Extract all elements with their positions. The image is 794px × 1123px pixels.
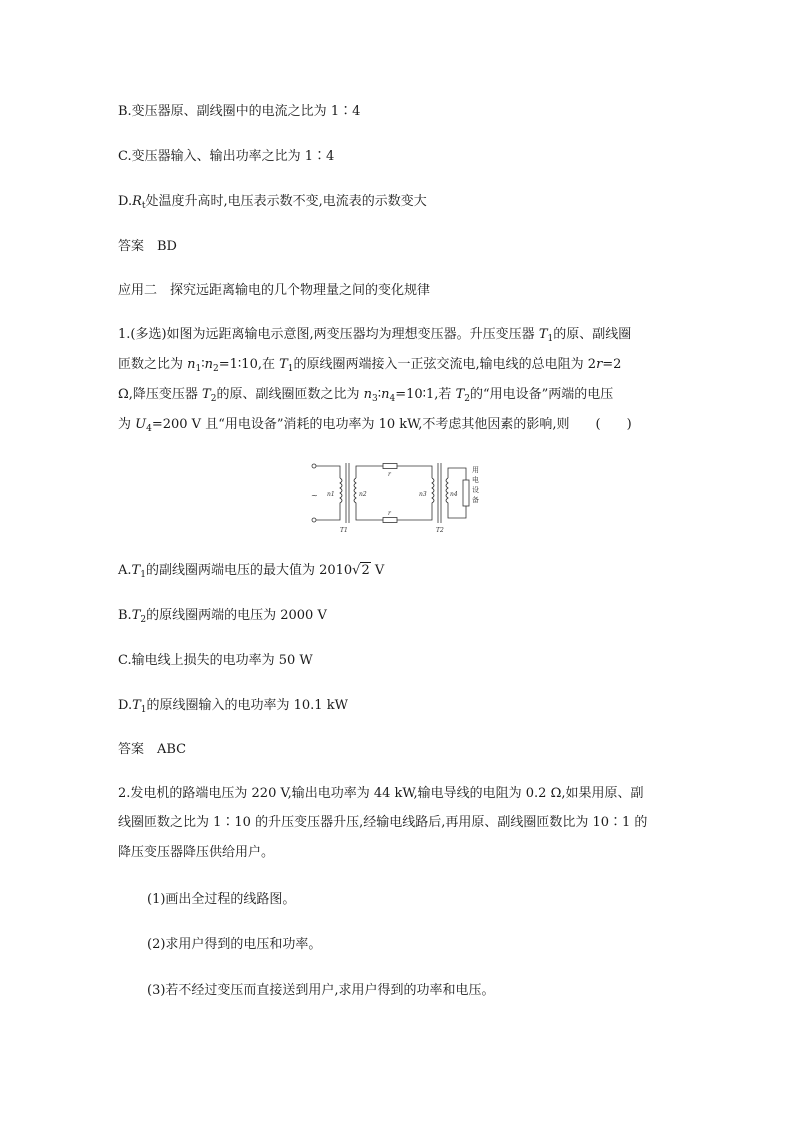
t2-primary-coil <box>432 478 434 508</box>
t1-primary-coil <box>340 478 342 508</box>
answer-1: 答案 BD <box>118 239 177 254</box>
resistor-bottom <box>383 518 397 523</box>
question-2-line-2: 线圈匝数之比为 1∶10 的升压变压器升压,经输电线路后,再用原、副线圈匝数比为 10∶1 的 <box>118 815 648 830</box>
transmission-line-top <box>356 466 432 478</box>
load-device <box>463 480 469 506</box>
resistor-top-label: r <box>388 471 391 478</box>
resistor-bottom-label: r <box>388 510 391 517</box>
n4-label: n4 <box>450 491 458 498</box>
option-c: C.输电线上损失的电功率为 50 W <box>118 653 313 668</box>
option-c-prev: C.变压器输入、输出功率之比为 1∶4 <box>118 149 335 164</box>
sqrt-symbol: √2 <box>352 563 370 578</box>
sub-question-2: (2)求用户得到的电压和功率。 <box>147 937 322 952</box>
question-1-line-2: 匝数之比为 $n_1∶n_2=1∶10$,在 $T_1$的原线圈两端接入一正弦交流电,输电线的总电阻为 2r=2 <box>118 357 622 374</box>
answer-2: 答案 ABC <box>118 742 187 757</box>
question-2-line-3: 降压变压器降压供给用户。 <box>118 845 275 860</box>
option-a: $A.T_1$的副线圈两端电压的最大值为 2010√2 V <box>118 563 385 580</box>
t2-label: T2 <box>436 527 444 534</box>
section-title: 应用二 探究远距离输电的几个物理量之间的变化规律 <box>118 283 431 298</box>
option-d: $D.T_1$的原线圈输入的电功率为 10.1 kW <box>118 698 348 715</box>
ac-source-label: ~ <box>311 491 318 500</box>
question-1-line-4: 为 $U_4=200$ V 且“用电设备”消耗的电功率为 10 kW,不考虑其他因素的影响,则 ( ) <box>118 417 632 434</box>
option-b: $B.T_2$的原线圈两端的电压为 2000 V <box>118 608 327 625</box>
n2-label: n2 <box>359 491 367 498</box>
sub-question-1: (1)画出全过程的线路图。 <box>147 892 296 907</box>
option-d-prev: $D.R_t$处温度升高时,电压表示数不变,电流表的示数变大 <box>118 194 427 211</box>
resistor-top <box>383 464 397 469</box>
n3-label: n3 <box>419 491 427 498</box>
t2-secondary-coil <box>446 478 448 508</box>
question-1-line-1: 1.(多选)如图为远距离输电示意图,两变压器均为理想变压器。升压变压器 $T_1$的原、副线圈 <box>118 327 632 344</box>
source-terminal-top <box>312 464 316 468</box>
option-b-prev: B.变压器原、副线圈中的电流之比为 1∶4 <box>118 104 361 119</box>
transmission-circuit-diagram <box>300 458 480 538</box>
sub-question-3: (3)若不经过变压而直接送到用户,求用户得到的功率和电压。 <box>147 983 495 998</box>
device-label: 用电设备 <box>472 466 479 504</box>
t1-secondary-coil <box>354 478 356 508</box>
transmission-line-bottom <box>356 508 432 520</box>
n1-label: n1 <box>327 491 335 498</box>
question-1-line-3: Ω,降压变压器 $T_2$的原、副线圈匝数之比为 $n_3∶n_4=10∶1$,若 $T_2$的“用电设备”两端的电压 <box>118 387 614 404</box>
t1-label: T1 <box>340 527 348 534</box>
source-terminal-bottom <box>312 518 316 522</box>
question-2-line-1: 2.发电机的路端电压为 220 V,输出电功率为 44 kW,输电导线的电阻为 0.2 Ω,如果用原、副 <box>118 786 644 801</box>
